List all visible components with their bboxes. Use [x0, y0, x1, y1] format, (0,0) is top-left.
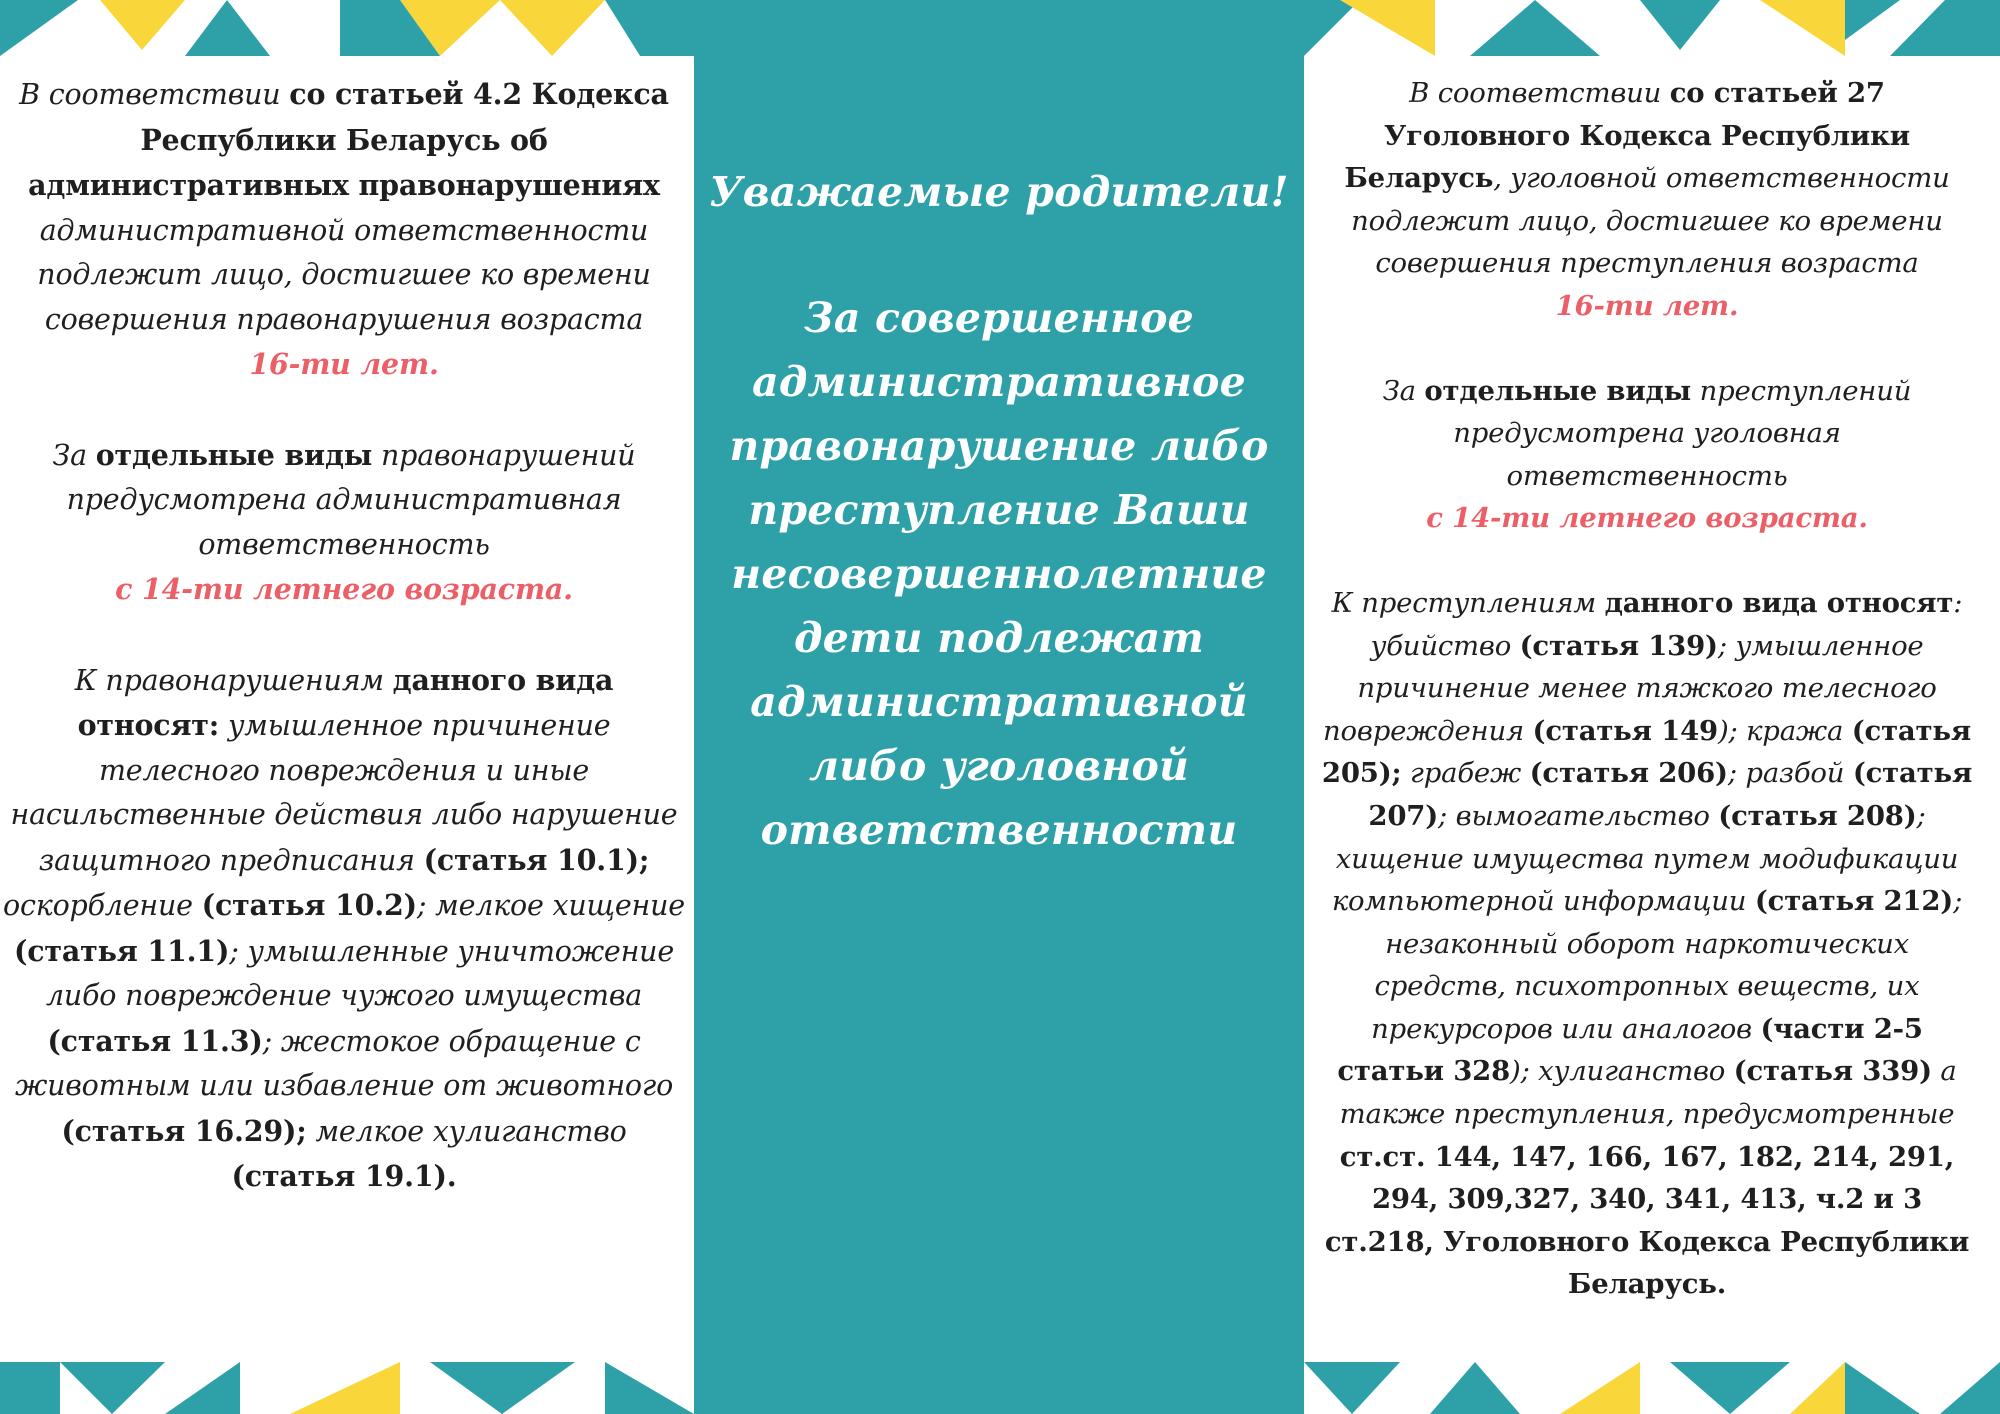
greeting-heading: Уважаемые родители! — [709, 168, 1289, 216]
text-fragment: ; незаконный оборот наркотических средств, психотропных веществ, их прекурсоров или аналогов — [1371, 885, 1963, 1045]
text-fragment: ; умышленные уничтожение либо повреждение чужого имущества — [45, 934, 674, 1012]
age-highlight: 16-ти лет. — [249, 347, 439, 381]
administrative-responsibility-column — [0, 72, 688, 1200]
article-reference: (статья 19.1). — [231, 1159, 457, 1193]
article-reference: (статья 149 — [1532, 714, 1718, 747]
text-fragment: В соответствии — [1409, 77, 1670, 109]
center-appeal — [694, 160, 1304, 862]
text-fragment: За — [52, 438, 96, 472]
crimes-list-paragraph — [1318, 582, 1976, 1306]
article-reference: (статья 16.29); — [61, 1113, 307, 1148]
text-fragment: ; мелкое хищение — [416, 889, 685, 922]
appeal-message: За совершенное административное правонарушение либо преступление Ваши несовершеннолетние дети подлежат административной либо уголовной ответственности — [729, 294, 1269, 854]
text-fragment: административной ответственности подлежит лицо, достигшее ко времени совершения правонарушения возраста — [37, 213, 651, 336]
code-reference: со статьей 4.2 Кодекса Республики Беларусь об административных правонарушениях — [28, 77, 669, 202]
article-reference: ст.ст. 144, 147, 166, 167, 182, 214, 291, 294, 309,327, 340, 341, 413, ч.2 и 3 ст.218, Уголовного Кодекса Республики Беларусь. — [1324, 1140, 1970, 1301]
text-fragment: К правонарушениям — [74, 663, 393, 697]
text-fragment: умышленное причинение телесного повреждения и иные насильственные действия либо нарушение защитного предписания — [10, 709, 678, 877]
text-fragment: ; хищение имущества путем модификации компьютерной информации — [1331, 799, 1959, 918]
criminal-special-age-paragraph — [1318, 370, 1976, 540]
text-fragment: ); кража — [1717, 714, 1852, 747]
age-highlight: с 14-ти летнего возраста. — [1426, 502, 1868, 535]
text-fragment: В соответствии — [19, 78, 290, 111]
text-fragment: оскорбление — [3, 889, 202, 922]
article-reference: (статья 139) — [1519, 629, 1718, 662]
admin-offenses-list-paragraph — [0, 658, 688, 1200]
text-fragment: мелкое хулиганство — [306, 1114, 627, 1148]
code-reference: со статьей 27 Уголовного Кодекса Республики Беларусь — [1344, 77, 1910, 195]
article-reference: (статья 10.1); — [423, 842, 650, 877]
text-fragment: преступлений предусмотрена уголовная ответственность — [1453, 374, 1912, 492]
text-fragment: ); хулиганство — [1510, 1055, 1734, 1088]
age-highlight: с 14-ти летнего возраста. — [115, 572, 573, 606]
text-fragment: ; разбой — [1727, 757, 1853, 790]
article-reference: (статья 205); — [1321, 714, 1971, 790]
admin-special-age-paragraph — [0, 433, 688, 613]
article-reference: (статья 10.2) — [201, 888, 417, 922]
text-fragment: ; умышленное причинение менее тяжкого телесного повреждения — [1323, 629, 1937, 747]
text-fragment: правонарушений предусмотрена административная ответственность — [66, 438, 636, 561]
article-reference: (статья 339) — [1733, 1055, 1932, 1088]
age-highlight: 16-ти лет. — [1555, 289, 1739, 322]
center-panel — [694, 0, 1304, 1414]
text-fragment: а также преступления, предусмотренные — [1339, 1055, 1957, 1131]
article-reference: (статья 206) — [1529, 757, 1728, 790]
emphasis-text: данного вида относят — [1604, 586, 1954, 619]
text-fragment: , уголовной ответственности подлежит лицо, достигшее ко времени совершения преступления возраста — [1351, 162, 1950, 280]
text-fragment: ; жестокое обращение с животным или избавление от животного — [14, 1024, 674, 1102]
text-fragment: К преступлениям — [1331, 586, 1605, 619]
text-fragment: : убийство — [1370, 586, 1963, 662]
emphasis-text: отдельные виды — [1424, 374, 1692, 407]
article-reference: (части 2-5 статьи 328 — [1337, 1012, 1923, 1088]
text-fragment: грабеж — [1401, 757, 1530, 790]
article-reference: (статья 212) — [1754, 885, 1954, 918]
emphasis-text: данного вида относят: — [77, 662, 614, 742]
article-reference: (статья 11.3) — [47, 1023, 263, 1058]
criminal-responsibility-column — [1318, 72, 1976, 1306]
article-reference: (статья 11.1) — [13, 933, 230, 968]
text-fragment: За — [1382, 374, 1425, 407]
text-fragment: ; вымогательство — [1438, 799, 1719, 832]
emphasis-text: отдельные виды — [95, 437, 373, 472]
criminal-age-paragraph — [1318, 72, 1976, 328]
admin-age-paragraph — [0, 72, 688, 388]
article-reference: (статья 208) — [1718, 799, 1917, 832]
article-reference: (статья 207) — [1368, 757, 1973, 832]
